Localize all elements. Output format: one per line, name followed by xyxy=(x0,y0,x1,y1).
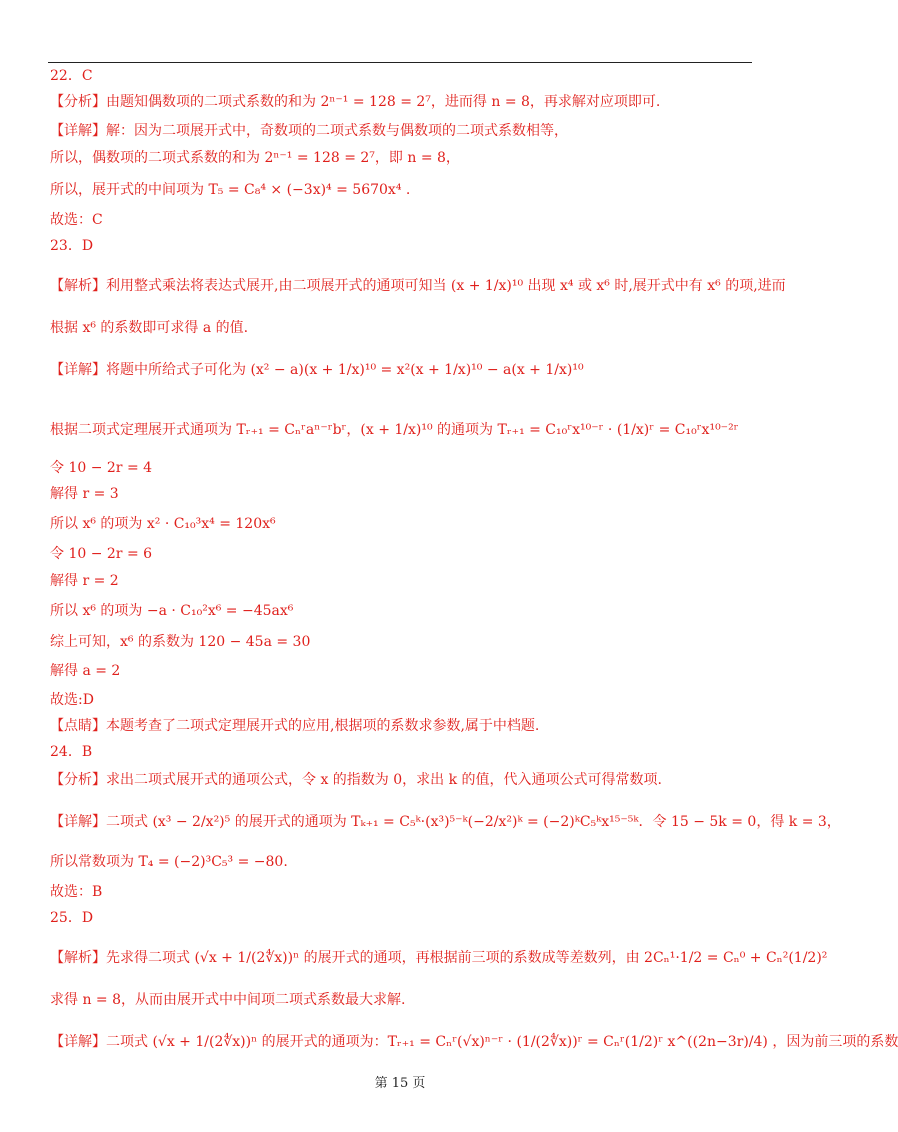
text-line xyxy=(50,276,786,296)
section-tag: 【详解】 xyxy=(50,362,106,378)
text-line xyxy=(50,948,828,968)
text-line xyxy=(50,92,752,112)
text-line xyxy=(50,458,752,478)
line-text: 解得 a = 2 xyxy=(50,663,121,679)
text-line xyxy=(50,180,752,200)
line-text: 先求得二项式 (√x + 1/(2∜x))ⁿ 的展开式的通项，再根据前三项的系数成等差数列，由 2Cₙ¹·1/2 = Cₙ⁰ + Cₙ²(1/2)² xyxy=(106,950,828,966)
section-tag: 【解析】 xyxy=(50,950,106,966)
line-text: 解得 r = 2 xyxy=(50,573,119,589)
text-line xyxy=(50,544,752,564)
line-text: 解：因为二项展开式中，奇数项的二项式系数与偶数项的二项式系数相等， xyxy=(106,123,568,139)
line-text: 由题知偶数项的二项式系数的和为 2ⁿ⁻¹ = 128 = 2⁷，进而得 n = 8，再求解对应项即可. xyxy=(106,94,661,110)
text-line xyxy=(50,148,752,168)
line-text: 综上可知，x⁶ 的系数为 120 − 45a = 30 xyxy=(50,634,311,650)
text-line xyxy=(50,690,752,710)
text-line xyxy=(50,716,752,736)
line-text: 故选:D xyxy=(50,692,94,708)
text-line xyxy=(50,742,752,762)
line-text: 求出二项式展开式的通项公式，令 x 的指数为 0，求出 k 的值，代入通项公式可得常数项. xyxy=(106,772,662,788)
line-text: 所以，偶数项的二项式系数的和为 2ⁿ⁻¹ = 128 = 2⁷，即 n = 8， xyxy=(50,150,460,166)
text-line xyxy=(50,632,752,652)
header-rule xyxy=(48,62,752,63)
section-tag: 【分析】 xyxy=(50,94,106,110)
text-line xyxy=(50,661,752,681)
section-tag: 【详解】 xyxy=(50,1034,106,1050)
section-tag: 【分析】 xyxy=(50,772,106,788)
text-line xyxy=(50,990,752,1010)
text-line xyxy=(50,812,841,832)
text-line xyxy=(50,601,752,621)
text-line xyxy=(50,571,752,591)
line-text: 22．C xyxy=(50,68,93,84)
text-line xyxy=(50,236,752,256)
section-tag: 【详解】 xyxy=(50,814,106,830)
line-text: 根据二项式定理展开式通项为 Tᵣ₊₁ = Cₙʳaⁿ⁻ʳbʳ，(x + 1/x)¹⁰ 的通项为 Tᵣ₊₁ = C₁₀ʳx¹⁰⁻ʳ · (1/x)ʳ = C₁₀ʳx¹⁰⁻²ʳ xyxy=(50,422,739,438)
text-line xyxy=(50,210,752,230)
text-line xyxy=(50,420,752,440)
line-text: 令 10 − 2r = 6 xyxy=(50,546,153,562)
line-text: 解得 r = 3 xyxy=(50,486,119,502)
line-text: 23．D xyxy=(50,238,94,254)
line-text: 24．B xyxy=(50,744,93,760)
text-line xyxy=(50,318,752,338)
text-line xyxy=(50,852,752,872)
page-number: 第 15 页 xyxy=(374,1076,426,1091)
line-text: 根据 x⁶ 的系数即可求得 a 的值. xyxy=(50,320,249,336)
line-text: 求得 n = 8，从而由展开式中中间项二项式系数最大求解. xyxy=(50,992,406,1008)
line-text: 本题考查了二项式定理展开式的应用,根据项的系数求参数,属于中档题. xyxy=(106,718,540,734)
line-text: 所以 x⁶ 的项为 −a · C₁₀²x⁶ = −45ax⁶ xyxy=(50,603,294,619)
line-text: 二项式 (√x + 1/(2∜x))ⁿ 的展开式的通项为：Tᵣ₊₁ = Cₙʳ(√x)ⁿ⁻ʳ · (1/(2∜x))ʳ = Cₙʳ(1/2)ʳ x^((2n−3r)/4) ，因为前三项的系数 xyxy=(106,1034,898,1050)
line-text: 所以，展开式的中间项为 T₅ = C₈⁴ × (−3x)⁴ = 5670x⁴ . xyxy=(50,182,411,198)
text-line xyxy=(50,484,752,504)
text-line xyxy=(50,908,752,928)
line-text: 故选：B xyxy=(50,884,103,900)
line-text: 二项式 (x³ − 2/x²)⁵ 的展开式的通项为 Tₖ₊₁ = C₅ᵏ·(x³)⁵⁻ᵏ(−2/x²)ᵏ = (−2)ᵏC₅ᵏx¹⁵⁻⁵ᵏ．令 15 − 5k = 0，得 k = 3， xyxy=(106,814,841,830)
line-text: 所以常数项为 T₄ = (−2)³C₅³ = −80. xyxy=(50,854,288,870)
line-text: 令 10 − 2r = 4 xyxy=(50,460,153,476)
text-line xyxy=(50,66,752,86)
section-tag: 【详解】 xyxy=(50,123,106,139)
line-text: 25．D xyxy=(50,910,94,926)
text-line xyxy=(50,514,752,534)
section-tag: 【点睛】 xyxy=(50,718,106,734)
line-text: 利用整式乘法将表达式展开,由二项展开式的通项可知当 (x + 1/x)¹⁰ 出现 x⁴ 或 x⁶ 时,展开式中有 x⁶ 的项,进而 xyxy=(106,278,786,294)
text-line xyxy=(50,882,752,902)
line-text: 将题中所给式子可化为 (x² − a)(x + 1/x)¹⁰ = x²(x + 1/x)¹⁰ − a(x + 1/x)¹⁰ xyxy=(106,362,584,378)
section-tag: 【解析】 xyxy=(50,278,106,294)
text-line xyxy=(50,121,752,141)
text-line xyxy=(50,770,752,790)
line-text: 故选：C xyxy=(50,212,103,228)
text-line xyxy=(50,1032,898,1052)
line-text: 所以 x⁶ 的项为 x² · C₁₀³x⁴ = 120x⁶ xyxy=(50,516,276,532)
text-line xyxy=(50,360,752,380)
